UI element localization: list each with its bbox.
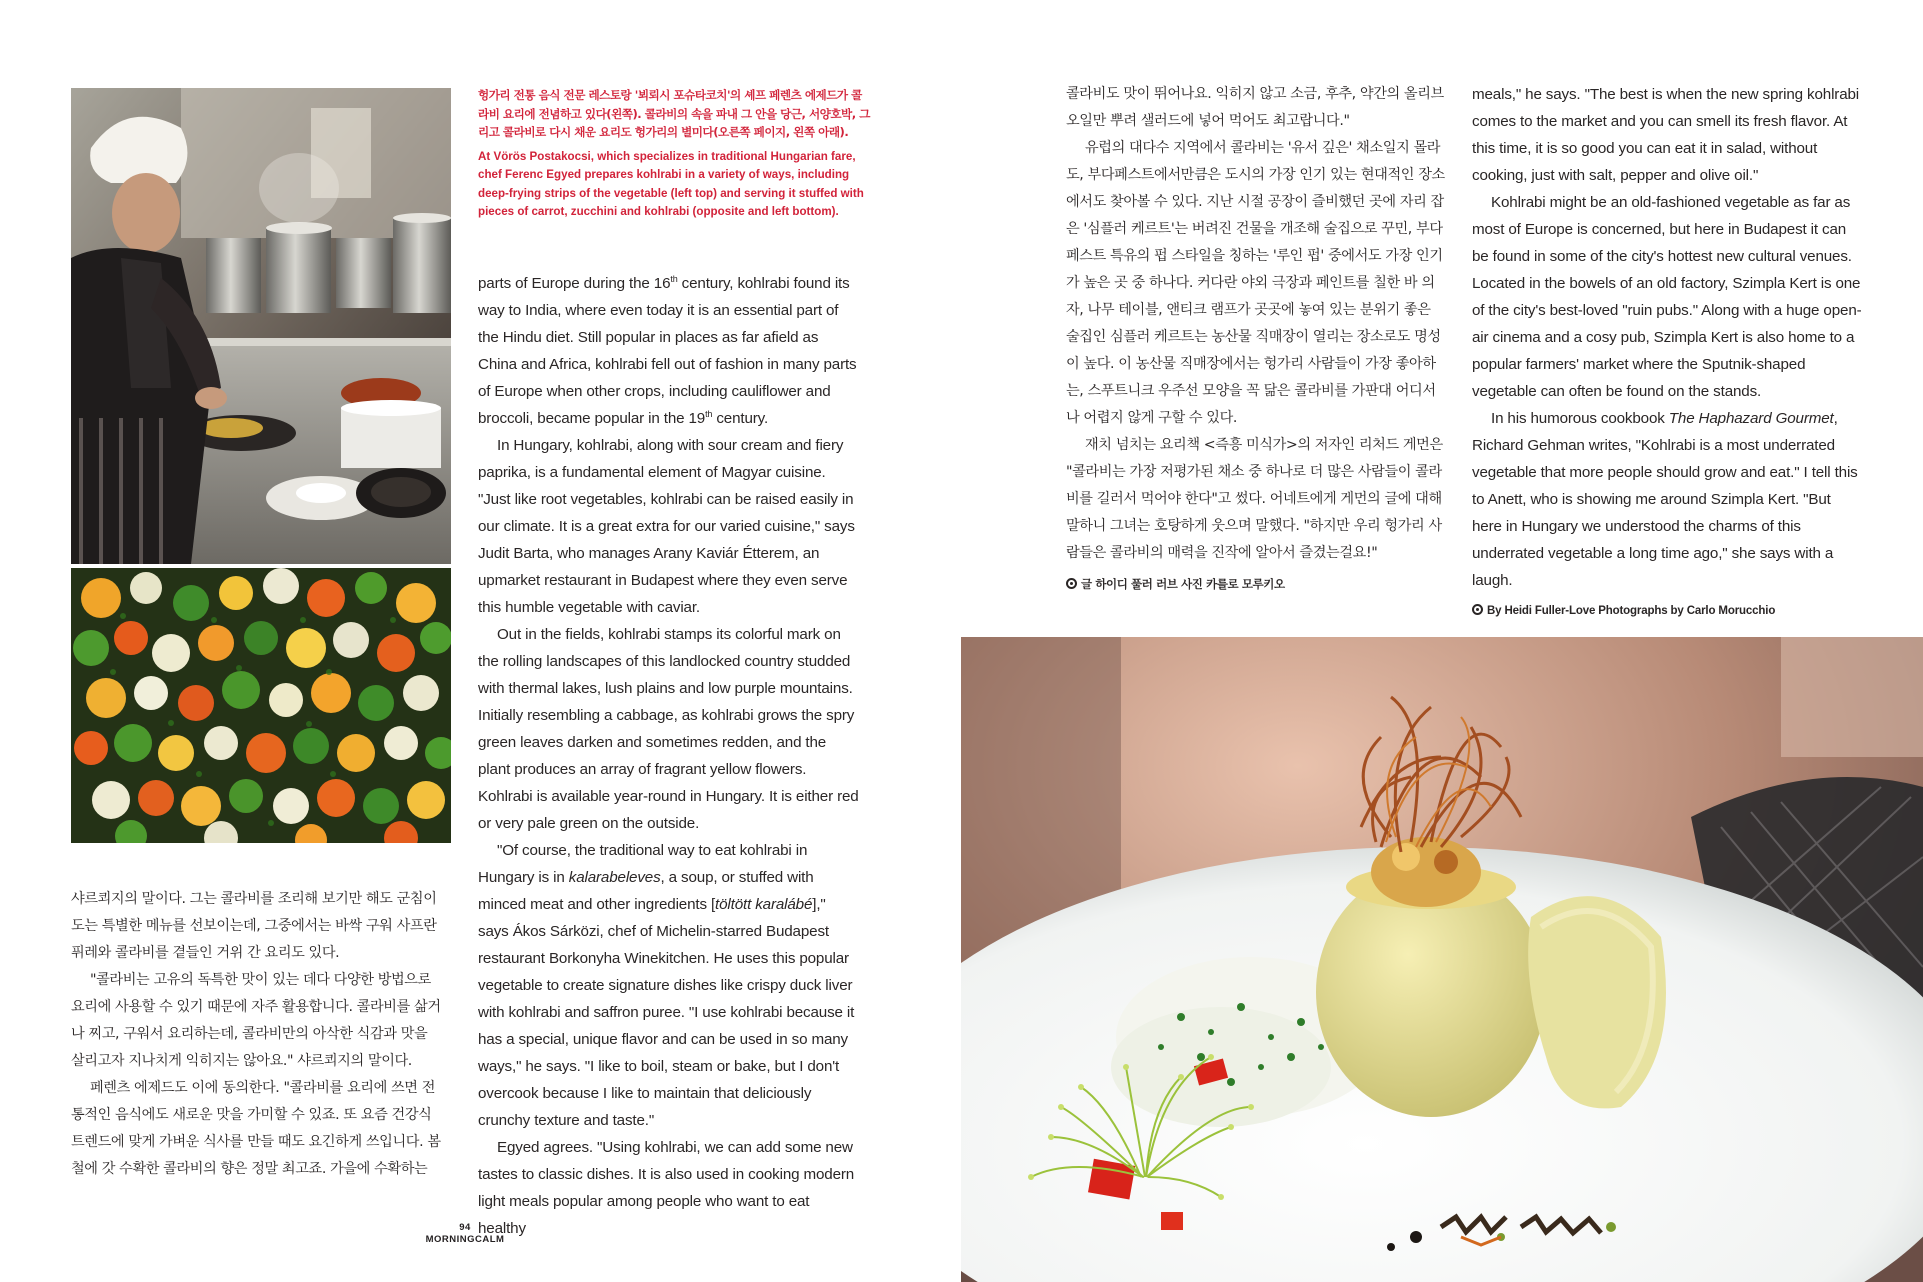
english-paragraph: Egyed agrees. "Using kohlrabi, we can add some new tastes to classic dishes. It is also used in cooking modern light meals popular among people who want to eat healthy [478,1139,855,1237]
korean-paragraph: 페렌츠 에제드도 이에 동의한다. "콜라비를 요리에 쓰면 전통적인 음식에도 새로운 맛을 가미할 수 있죠. 또 요즘 건강식 트렌드에 맞게 가벼운 식사를 만들 때도 요긴하게 쓰입니다. 봄철에 갓 수확한 콜라비의 향은 정말 최고죠. 가을에 수확하는 [71,1080,441,1177]
korean-paragraph: 재치 넘치는 요리책 <즉흥 미식가>의 저자인 리처드 게먼은 "콜라비는 가장 저평가된 채소 중 하나로 더 많은 사람들이 콜라비를 길러서 먹어야 한다"고 썼다. 어네트에게 게먼의 글에 대해 말하니 그녀는 호탕하게 웃으며 말했다. "하지만 우리 헝가리 사람들은 콜라비의 매력을 진작에 알아서 즐겼는걸요!" [1066,437,1443,561]
english-paragraph: Kohlrabi might be an old-fashioned vegetable as far as most of Europe is concerned, but here in Budapest it can be found in some of the city's hottest new cultural venues. Located in the bowels of an old factory, Szimpla Kert is one of the city's best-loved "ruin pubs." Along with a huge open-air cinema and a cosy pub, Szimpla Kert is also home to a popular farmers' market where the Sputnik-shaped vegetable can often be found on the stands. [1472,194,1862,400]
dish-photo [961,637,1923,1282]
english-column-1 [478,270,860,1242]
english-paragraph: In his humorous cookbook The Haphazard Gourmet, Richard Gehman writes, "Kohlrabi is a most underrated vegetable that more people should grow and eat." I tell this to Anett, who is showing me around Szimpla Kert. "But here in Hungary we understood the charms of this underrated vegetable a long time ago," she says with a laugh. [1472,410,1858,589]
photo-caption [478,86,870,222]
korean-paragraph: 샤르쾨지의 말이다. 그는 콜라비를 조리해 보기만 해도 군침이 도는 특별한 메뉴를 선보이는데, 그중에서는 바싹 구워 사프란 퓌레와 콜라비를 곁들인 거위 간 요리도 있다. [71,891,437,961]
english-paragraph: "Of course, the traditional way to eat kohlrabi in Hungary is in kalarabeleves, a soup, or stuffed with minced meat and other ingredients [töltött karalábé]," says Ákos Sárközi, chef of Michelin-starred Budapest restaurant Borkonyha Winekitchen. He uses this popular vegetable to create signature dishes like crispy duck liver with kohlrabi and saffron puree. "I use kohlrabi because it has a special, unique flavor and can be used in so many ways," he says. "I like to boil, steam or bake, but I don't overcook because I like to maintain that deliciously crunchy texture and taste." [478,842,855,1129]
right-korean-column [1066,81,1446,598]
english-paragraph: In Hungary, kohlrabi, along with sour cream and fiery paprika, is a fundamental element of Magyar cuisine. "Just like root vegetables, kohlrabi can be raised easily in our climate. It is a great extra for our varied cuisine," says Judit Barta, who manages Arany Kaviár Étterem, an upmarket restaurant in Budapest where they even serve this humble vegetable with caviar. [478,437,855,616]
korean-paragraph: "콜라비는 고유의 독특한 맛이 있는 데다 다양한 방법으로 요리에 사용할 수 있기 때문에 자주 활용합니다. 콜라비를 삶거나 찌고, 구워서 요리하는데, 콜라비만의 아삭한 식감과 맛을 살리고자 지나치게 익히지는 않아요." 샤르쾨지의 말이다. [71,972,441,1069]
english-paragraph: meals," he says. "The best is when the new spring kohlrabi comes to the market and you can smell its fresh flavor. At this time, it is so good you can eat it in salad, without cooking, just with salt, pepper and olive oil." [1472,86,1860,184]
english-paragraph: Out in the fields, kohlrabi stamps its colorful mark on the rolling landscapes of this landlocked country studded with thermal lakes, lush plains and low purple mountains. Initially resembling a cabbage, as kohlrabi grows the spry green leaves darken and sometimes redden, and the plant produces an array of fragrant yellow flowers. Kohlrabi is available year-round in Hungary. It is either red or very pale green on the outside. [478,626,859,832]
english-paragraph: parts of Europe during the 16th century, kohlrabi found its way to India, where even today it is an essential part of the Hindu diet. Still popular in places as far afield as China and Africa, kohlrabi fell out of fashion in many parts of Europe when other crops, including cauliflower and broccoli, became popular in the 19th century. [478,273,857,427]
left-korean-column [71,886,441,1183]
english-byline: By Heidi Fuller-Love Photographs by Carlo Morucchio [1472,598,1864,625]
vegetables-photo [71,568,451,843]
magazine-name: MORNINGCALM [425,1234,505,1245]
byline-icon [1066,578,1077,589]
english-column-2 [1472,81,1864,625]
korean-paragraph: 콜라비도 맛이 뛰어나요. 익히지 않고 소금, 후추, 약간의 올리브 오일만 뿌려 샐러드에 넣어 먹어도 최고랍니다." [1066,86,1444,129]
korean-byline: 글 하이디 풀러 러브 사진 카를로 모루키오 [1066,571,1446,598]
korean-paragraph: 유럽의 대다수 지역에서 콜라비는 '유서 깊은' 채소일지 몰라도, 부다페스트에서만큼은 도시의 가장 인기 있는 현대적인 장소에서도 찾아볼 수 있다. 지난 시절 공장이 즐비했던 곳에 자리 잡은 '심플러 케르트'는 버려진 건물을 개조해 술집으로 꾸민, 부다페스트 특유의 펍 스타일을 칭하는 '루인 펍' 중에서도 가장 인기가 높은 곳 중 하나다. 커다란 야외 극장과 페인트를 칠한 바 의자, 나무 테이블, 앤티크 램프가 곳곳에 놓여 있는 분위기 좋은 술집인 심플러 케르트는 농산물 직매장이 열리는 장소로도 명성이 높다. 이 농산물 직매장에서는 헝가리 사람들이 가장 좋아하는, 스푸트니크 우주선 모양을 꼭 닮은 콜라비를 가판대 어디서나 어렵지 않게 구할 수 있다. [1066,140,1445,426]
page-number: 94 [459,1222,471,1233]
byline-icon [1472,604,1483,615]
caption-english: At Vörös Postakocsi, which specializes in traditional Hungarian fare, chef Ferenc Egyed prepares kohlrabi in a variety of ways, including deep-frying strips of the vegetable (left top) and serving it stuffed with pieces of carrot, zucchini and kohlrabi (opposite and left bottom). [478,149,864,218]
kitchen-photo [71,88,451,564]
caption-korean: 헝가리 전통 음식 전문 레스토랑 '뵈뢰시 포슈타코치'의 셰프 페렌츠 에제드가 콜라비 요리에 전념하고 있다(왼쪽). 콜라비의 속을 파내 그 안을 당근, 서양호박, 그리고 콜라비로 다시 채운 요리도 헝가리의 별미다(오른쪽 페이지, 왼쪽 아래). [478,88,870,139]
page-footer [400,1222,530,1246]
